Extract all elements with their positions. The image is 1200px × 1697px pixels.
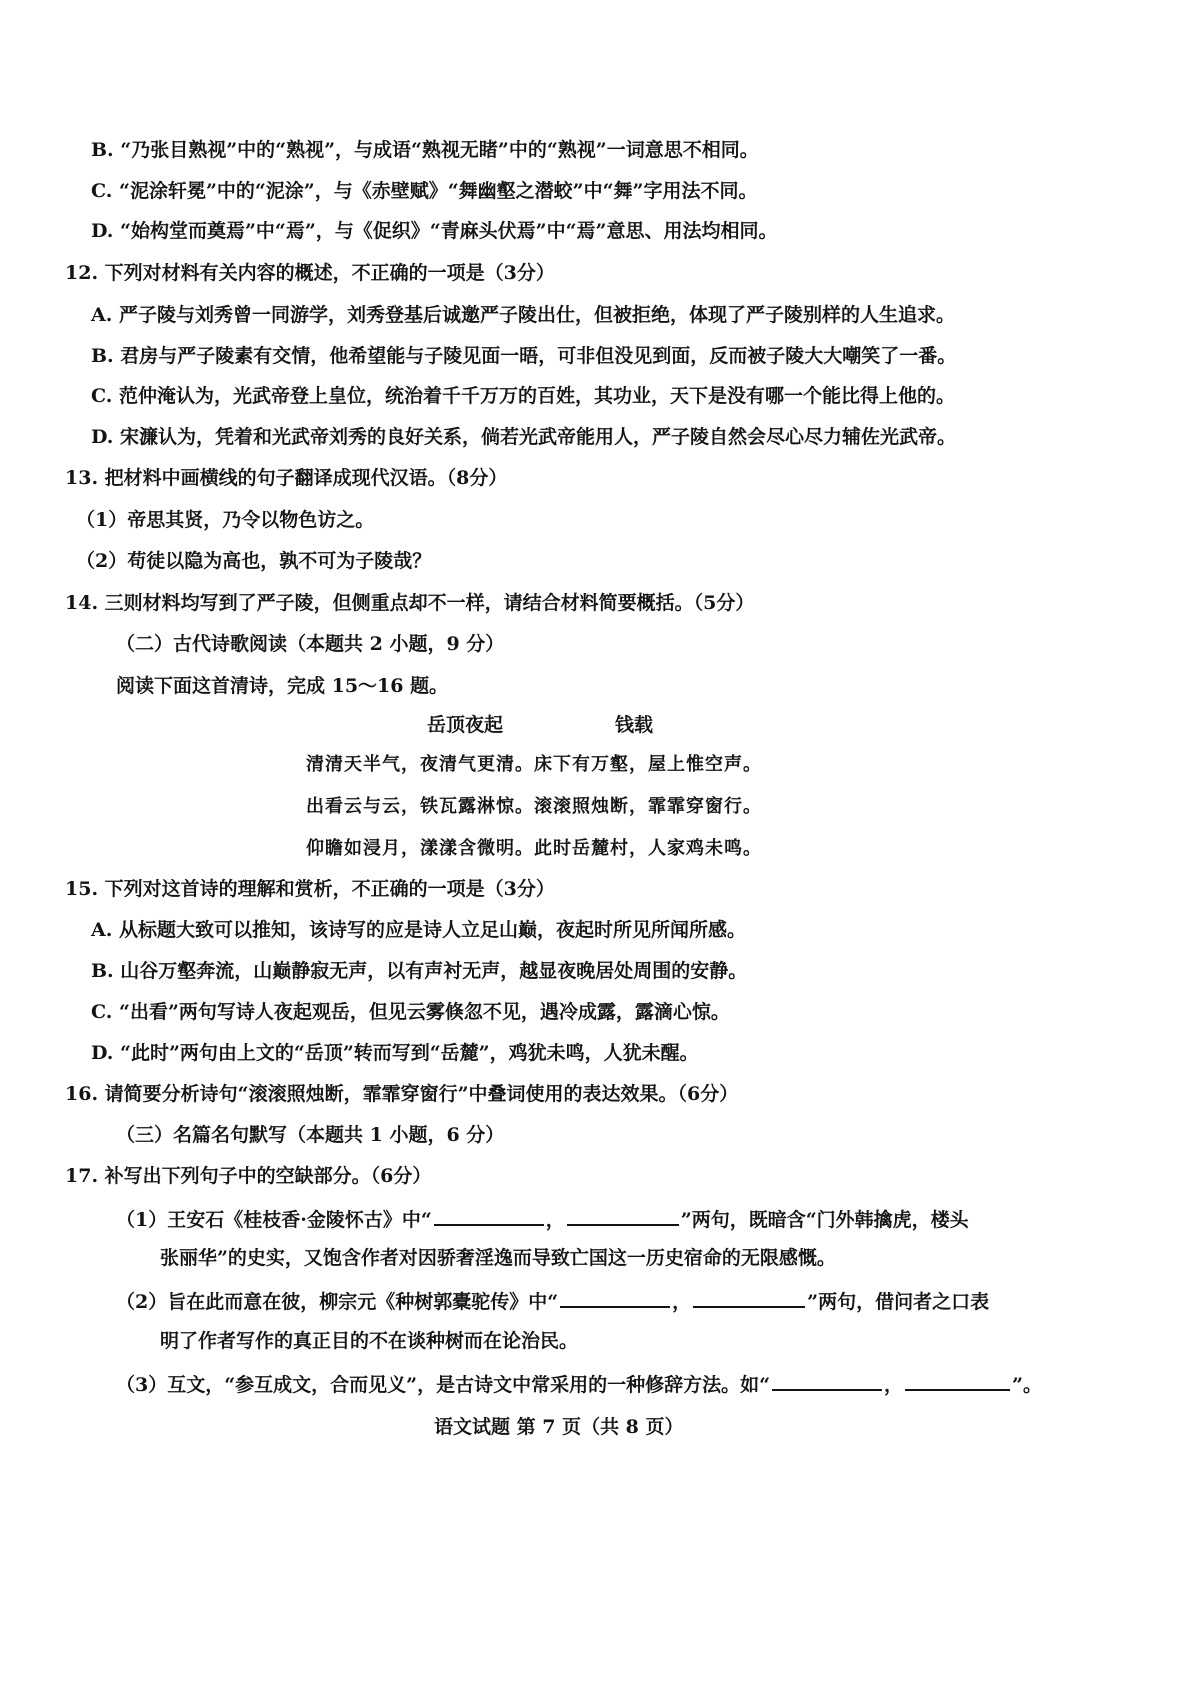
q17-item-1-prefix: （1）王安石《桂枝香·金陵怀古》中“ xyxy=(116,1209,432,1231)
q17-item-3-suffix: ”。 xyxy=(1012,1374,1042,1396)
q17-item-1 xyxy=(116,1208,969,1230)
q13-sentence-1: （1）帝思其贤，乃令以物色访之。 xyxy=(76,509,375,531)
q12-option-b: B. 君房与严子陵素有交情，他希望能与子陵见面一晤，可非但没见到面，反而被子陵大大嘲笑了一番。 xyxy=(91,345,957,367)
q17-item-1-suffix: ”两句，既暗含“门外韩擒虎，楼头 xyxy=(680,1209,969,1231)
q17-item-1-separator: ， xyxy=(545,1209,565,1231)
q17-item-2-separator: ， xyxy=(672,1291,692,1313)
q17-item-3-prefix: （3）互文，“参互成文，合而见义”，是古诗文中常采用的一种修辞方法。如“ xyxy=(116,1374,771,1396)
poem-line: 出看云与云，铁瓦露淋惊。滚滚照烛断，霏霏穿窗行。 xyxy=(306,796,762,817)
q15-option-c: C. “出看”两句写诗人夜起观岳，但见云雾倏忽不见，遇冷成露，露滴心惊。 xyxy=(91,1001,730,1023)
answer-blank[interactable] xyxy=(772,1373,882,1391)
poem-author: 钱载 xyxy=(615,714,654,736)
page-footer: 语文试题 第 7 页（共 8 页） xyxy=(434,1416,684,1438)
q15-stem: 15. 下列对这首诗的理解和赏析，不正确的一项是（3分） xyxy=(65,878,555,900)
q12-stem: 12. 下列对材料有关内容的概述，不正确的一项是（3分） xyxy=(65,262,555,284)
q12-option-a: A. 严子陵与刘秀曾一同游学，刘秀登基后诚邀严子陵出仕，但被拒绝，体现了严子陵别样的人生追求。 xyxy=(91,304,955,326)
poem-line: 仰瞻如浸月，漾漾含微明。此时岳麓村，人家鸡未鸣。 xyxy=(306,838,762,859)
q15-option-a: A. 从标题大致可以推知，该诗写的应是诗人立足山巅，夜起时所见所闻所感。 xyxy=(91,919,746,941)
section-2-heading: （二）古代诗歌阅读（本题共 2 小题，9 分） xyxy=(116,633,505,655)
section-2-intro: 阅读下面这首清诗，完成 15～16 题。 xyxy=(116,675,449,697)
q11-option-d: D. “始构堂而奠焉”中“焉”，与《促织》“青麻头伏焉”中“焉”意思、用法均相同。 xyxy=(91,220,778,242)
section-3-heading: （三）名篇名句默写（本题共 1 小题，6 分） xyxy=(116,1124,505,1146)
poem-title: 岳顶夜起 xyxy=(427,714,504,736)
q14-stem: 14. 三则材料均写到了严子陵，但侧重点却不一样，请结合材料简要概括。（5分） xyxy=(65,592,755,614)
q17-item-2-suffix: ”两句，借问者之口表 xyxy=(807,1291,990,1313)
q16-stem: 16. 请简要分析诗句“滚滚照烛断，霏霏穿窗行”中叠词使用的表达效果。（6分） xyxy=(65,1083,739,1105)
q17-item-2-prefix: （2）旨在此而意在彼，柳宗元《种树郭橐驼传》中“ xyxy=(116,1291,559,1313)
q17-stem: 17. 补写出下列句子中的空缺部分。（6分） xyxy=(65,1165,432,1187)
q15-option-b: B. 山谷万壑奔流，山巅静寂无声，以有声衬无声，越显夜晚居处周围的安静。 xyxy=(91,960,748,982)
q17-item-1-continuation: 张丽华”的史实，又饱含作者对因骄奢淫逸而导致亡国这一历史宿命的无限感慨。 xyxy=(160,1247,836,1269)
q17-item-2 xyxy=(116,1290,989,1312)
answer-blank[interactable] xyxy=(567,1208,679,1226)
answer-blank[interactable] xyxy=(693,1290,805,1308)
q12-option-c: C. 范仲淹认为，光武帝登上皇位，统治着千千万万的百姓，其功业，天下是没有哪一个能比得上他的。 xyxy=(91,385,956,407)
q11-option-b: B. “乃张目熟视”中的“熟视”，与成语“熟视无睹”中的“熟视”一词意思不相同。 xyxy=(91,139,759,161)
q17-item-2-continuation: 明了作者写作的真正目的不在谈种树而在论治民。 xyxy=(160,1330,579,1352)
q13-stem: 13. 把材料中画横线的句子翻译成现代汉语。（8分） xyxy=(65,467,508,489)
q11-option-c: C. “泥涂轩冕”中的“泥涂”，与《赤壁赋》“舞幽壑之潜蛟”中“舞”字用法不同。 xyxy=(91,180,758,202)
q17-item-3-separator: ， xyxy=(884,1374,904,1396)
answer-blank[interactable] xyxy=(434,1208,544,1226)
q15-option-d: D. “此时”两句由上文的“岳顶”转而写到“岳麓”，鸡犹未鸣，人犹未醒。 xyxy=(91,1042,699,1064)
answer-blank[interactable] xyxy=(905,1373,1010,1391)
poem-line: 清清天半气，夜清气更清。床下有万壑，屋上惟空声。 xyxy=(306,754,762,775)
answer-blank[interactable] xyxy=(560,1290,670,1308)
q13-sentence-2: （2）苟徒以隐为高也，孰不可为子陵哉？ xyxy=(76,550,432,572)
q17-item-3 xyxy=(116,1373,1042,1395)
q12-option-d: D. 宋濂认为，凭着和光武帝刘秀的良好关系，倘若光武帝能用人，严子陵自然会尽心尽力辅佐光武帝。 xyxy=(91,426,957,448)
